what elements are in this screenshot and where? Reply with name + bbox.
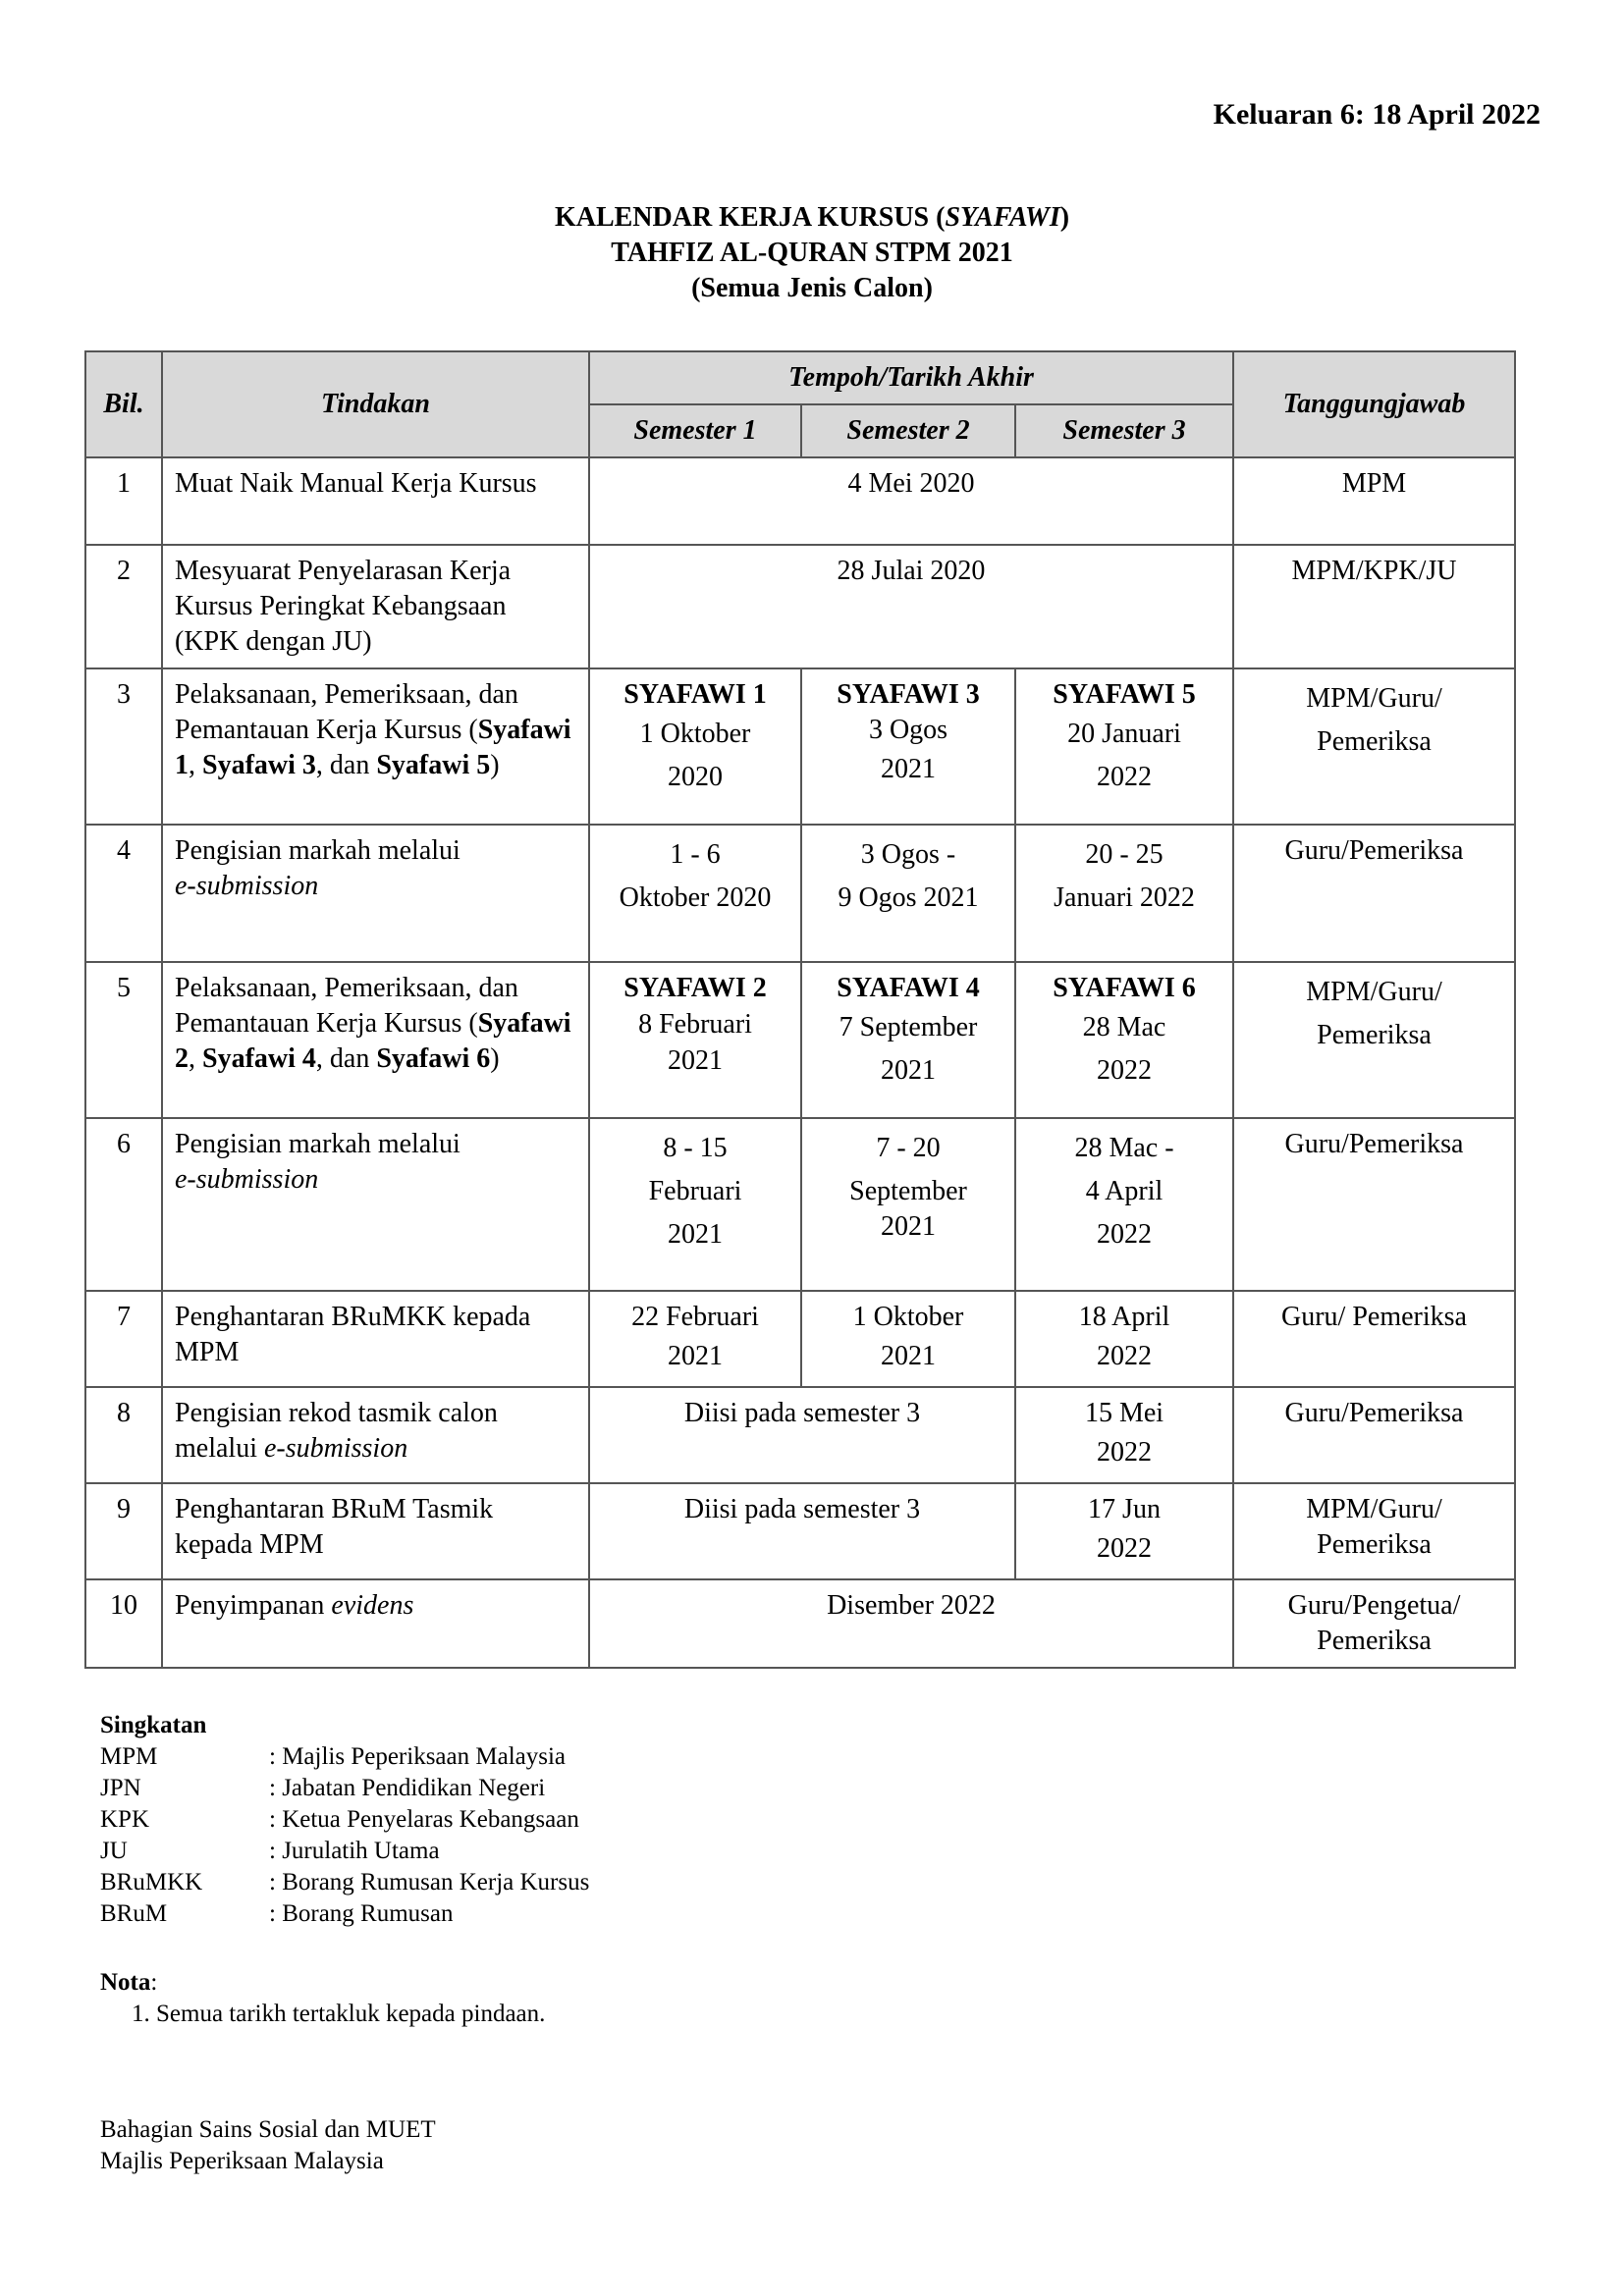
row-action	[162, 962, 589, 1118]
title-italic: SYAFAWI	[945, 202, 1060, 233]
date-line: 22 Februari	[631, 1302, 759, 1332]
date-line: 28 Mac	[1082, 1012, 1166, 1042]
abbreviations-heading: Singkatan	[100, 1712, 207, 1738]
row-responsibility	[1233, 962, 1515, 1118]
row-bil: 6	[85, 1118, 162, 1291]
row-semester-3	[1015, 1118, 1233, 1291]
date-line: 3 Ogos	[868, 715, 948, 745]
row-responsibility: MPM/KPK/JU	[1233, 545, 1515, 668]
action-bold: Syafawi 6	[376, 1043, 491, 1074]
table-row	[85, 825, 1515, 962]
date-line: 2021	[881, 1341, 936, 1371]
notes-heading: Nota	[100, 1969, 151, 1996]
date-line: Januari 2022	[1054, 882, 1195, 913]
abbreviation-value: : Borang Rumusan	[269, 1900, 454, 1927]
action-text: ,	[189, 750, 202, 780]
resp-line: Pemeriksa	[1317, 1529, 1432, 1560]
date-line: 7 September	[839, 1012, 978, 1042]
header-semester-1: Semester 1	[589, 404, 801, 457]
row-semester-1	[589, 668, 801, 825]
row-semester-1	[589, 1291, 801, 1387]
table-row	[85, 1387, 1515, 1483]
date-line: 3 Ogos -	[860, 839, 956, 870]
row-action: Penghantaran BRuM Tasmik kepada MPM	[162, 1483, 589, 1579]
row-semester-2	[801, 825, 1015, 962]
resp-line: Guru/Pengetua/	[1287, 1590, 1461, 1621]
row-responsibility	[1233, 1579, 1515, 1668]
date-line: 2021	[668, 1219, 723, 1250]
notes-colon: :	[150, 1969, 158, 1996]
title-prefix: KALENDAR KERJA KURSUS (	[554, 202, 946, 233]
row-bil: 3	[85, 668, 162, 825]
action-italic: evidens	[331, 1590, 414, 1621]
row-action	[162, 825, 589, 962]
abbreviation-item	[100, 1867, 589, 1898]
title-line-3: (Semua Jenis Calon)	[691, 273, 933, 303]
table-row	[85, 962, 1515, 1118]
date-line: 2020	[668, 762, 723, 792]
row-responsibility	[1233, 1483, 1515, 1579]
action-bold: Syafawi 3	[202, 750, 316, 780]
abbreviation-item	[100, 1741, 589, 1773]
action-bold: Syafawi 2	[175, 1008, 571, 1074]
date-line: 15 Mei	[1084, 1398, 1164, 1428]
row-semester-2	[801, 1118, 1015, 1291]
row-semester-1-2: Diisi pada semester 3	[589, 1387, 1015, 1483]
date-line: 8 Februari	[638, 1009, 752, 1040]
resp-line: Pemeriksa	[1317, 1626, 1432, 1656]
row-responsibility	[1233, 668, 1515, 825]
action-text: Penyimpanan	[175, 1590, 332, 1621]
calendar-table	[84, 350, 1516, 1669]
syafawi-label: SYAFAWI 3	[837, 679, 980, 710]
action-bold: Syafawi 5	[376, 750, 491, 780]
date-line: 20 Januari	[1067, 719, 1181, 749]
date-line: 2022	[1097, 1219, 1152, 1250]
note-item: 1. Semua tarikh tertakluk kepada pindaan.	[132, 2001, 546, 2027]
row-responsibility: Guru/Pemeriksa	[1233, 1118, 1515, 1291]
row-action: Penghantaran BRuMKK kepada MPM	[162, 1291, 589, 1387]
row-bil: 9	[85, 1483, 162, 1579]
header-bil: Bil.	[85, 351, 162, 457]
action-bold: Syafawi 1	[175, 715, 571, 780]
date-line: 9 Ogos 2021	[838, 882, 979, 913]
date-line: 1 Oktober	[852, 1302, 964, 1332]
title-line-2: TAHFIZ AL-QURAN STPM 2021	[611, 238, 1013, 268]
resp-line: MPM/Guru/	[1306, 977, 1442, 1007]
date-line: 2021	[668, 1341, 723, 1371]
header-semester-3: Semester 3	[1015, 404, 1233, 457]
action-text: , dan	[315, 750, 377, 780]
action-text: Pengisian rekod tasmik calon melalui	[175, 1398, 498, 1464]
row-date: 4 Mei 2020	[589, 457, 1233, 545]
action-text: )	[490, 1043, 500, 1074]
date-line: Oktober 2020	[619, 882, 772, 913]
date-line: 1 Oktober	[639, 719, 751, 749]
action-italic: e-submission	[263, 1433, 408, 1464]
row-semester-1	[589, 962, 801, 1118]
date-line: 2022	[1097, 1533, 1152, 1564]
date-line: 28 Mac -	[1074, 1133, 1174, 1163]
resp-line: Pemeriksa	[1317, 1020, 1432, 1050]
row-semester-1	[589, 1118, 801, 1291]
action-text: Pelaksanaan, Pemeriksaan, dan Pemantauan Kerja Kursus (	[175, 973, 518, 1039]
table-row	[85, 1118, 1515, 1291]
row-semester-2	[801, 1291, 1015, 1387]
row-action: Mesyuarat Penyelarasan Kerja Kursus Peringkat Kebangsaan (KPK dengan JU)	[162, 545, 589, 668]
table-row	[85, 457, 1515, 545]
header-tanggungjawab: Tanggungjawab	[1233, 351, 1515, 457]
date-line: 2021	[881, 754, 936, 784]
resp-line: Pemeriksa	[1317, 726, 1432, 757]
footer-line-2: Majlis Peperiksaan Malaysia	[100, 2148, 384, 2174]
date-line: 2022	[1097, 1341, 1152, 1371]
row-bil: 4	[85, 825, 162, 962]
abbreviation-item	[100, 1773, 589, 1804]
abbreviation-value: : Ketua Penyelaras Kebangsaan	[269, 1806, 579, 1833]
table-row	[85, 545, 1515, 668]
abbreviation-value: : Jabatan Pendidikan Negeri	[269, 1775, 546, 1801]
syafawi-label: SYAFAWI 4	[837, 973, 980, 1003]
document-title	[0, 200, 1624, 306]
table-row	[85, 668, 1515, 825]
date-line: 20 - 25	[1085, 839, 1164, 870]
row-semester-3	[1015, 962, 1233, 1118]
row-action	[162, 1579, 589, 1668]
syafawi-label: SYAFAWI 1	[623, 679, 767, 710]
resp-line: MPM/Guru/	[1306, 1494, 1442, 1524]
header-tindakan: Tindakan	[162, 351, 589, 457]
footer	[100, 2114, 436, 2177]
date-line: 17 Jun	[1088, 1494, 1161, 1524]
row-bil: 1	[85, 457, 162, 545]
row-semester-2	[801, 962, 1015, 1118]
syafawi-label: SYAFAWI 6	[1053, 973, 1196, 1003]
action-text: , dan	[315, 1043, 377, 1074]
abbreviation-key: BRuMKK	[100, 1869, 203, 1896]
row-action	[162, 668, 589, 825]
date-line: September	[849, 1176, 967, 1206]
table-row	[85, 1291, 1515, 1387]
date-line: 2021	[881, 1211, 936, 1242]
action-bold: Syafawi 4	[202, 1043, 316, 1074]
date-line: 2022	[1097, 762, 1152, 792]
row-responsibility: MPM	[1233, 457, 1515, 545]
row-bil: 5	[85, 962, 162, 1118]
row-semester-3	[1015, 1387, 1233, 1483]
row-semester-1-2: Diisi pada semester 3	[589, 1483, 1015, 1579]
title-line-1	[0, 200, 1624, 236]
abbreviation-item	[100, 1804, 589, 1836]
action-text: Pengisian markah melalui	[175, 1129, 460, 1159]
header-tempoh: Tempoh/Tarikh Akhir	[589, 351, 1233, 404]
date-line: 2021	[881, 1055, 936, 1086]
header-semester-2: Semester 2	[801, 404, 1015, 457]
action-italic: e-submission	[175, 1164, 319, 1195]
action-text: )	[490, 750, 500, 780]
abbreviation-key: JU	[100, 1838, 128, 1864]
row-bil: 10	[85, 1579, 162, 1668]
release-date: Keluaran 6: 18 April 2022	[1213, 98, 1541, 131]
row-semester-3	[1015, 1291, 1233, 1387]
row-responsibility: Guru/ Pemeriksa	[1233, 1291, 1515, 1387]
row-semester-2	[801, 668, 1015, 825]
row-action	[162, 1387, 589, 1483]
row-bil: 2	[85, 545, 162, 668]
date-line: 2022	[1097, 1055, 1152, 1086]
abbreviation-key: JPN	[100, 1775, 141, 1801]
date-line: 2021	[668, 1045, 723, 1076]
footer-line-1: Bahagian Sains Sosial dan MUET	[100, 2116, 436, 2143]
table-row	[85, 1483, 1515, 1579]
date-line: 2022	[1097, 1437, 1152, 1468]
date-line: 4 April	[1085, 1176, 1164, 1206]
row-semester-3	[1015, 668, 1233, 825]
syafawi-label: SYAFAWI 5	[1053, 679, 1196, 710]
row-bil: 8	[85, 1387, 162, 1483]
abbreviation-key: BRuM	[100, 1900, 168, 1927]
row-date: Disember 2022	[589, 1579, 1233, 1668]
action-text: Pelaksanaan, Pemeriksaan, dan Pemantauan Kerja Kursus (	[175, 679, 518, 745]
table-row	[85, 1579, 1515, 1668]
abbreviation-value: : Borang Rumusan Kerja Kursus	[269, 1869, 590, 1896]
notes-heading-line	[100, 1967, 545, 1999]
abbreviation-item	[100, 1836, 589, 1867]
row-bil: 7	[85, 1291, 162, 1387]
abbreviation-value: : Jurulatih Utama	[269, 1838, 440, 1864]
notes	[100, 1967, 545, 2030]
abbreviation-item	[100, 1898, 589, 1930]
date-line: 7 - 20	[876, 1133, 941, 1163]
abbreviations	[100, 1710, 589, 1930]
row-semester-3	[1015, 1483, 1233, 1579]
action-text: Pengisian markah melalui	[175, 835, 460, 866]
abbreviation-key: MPM	[100, 1743, 158, 1770]
action-text: ,	[189, 1043, 202, 1074]
date-line: 18 April	[1078, 1302, 1170, 1332]
resp-line: MPM/Guru/	[1306, 683, 1442, 714]
row-semester-3	[1015, 825, 1233, 962]
row-responsibility: Guru/Pemeriksa	[1233, 1387, 1515, 1483]
title-suffix: )	[1059, 202, 1070, 233]
row-action: Muat Naik Manual Kerja Kursus	[162, 457, 589, 545]
date-line: 8 - 15	[663, 1133, 728, 1163]
action-italic: e-submission	[175, 871, 319, 901]
date-line: 1 - 6	[670, 839, 721, 870]
syafawi-label: SYAFAWI 2	[623, 973, 767, 1003]
abbreviation-value: : Majlis Peperiksaan Malaysia	[269, 1743, 567, 1770]
date-line: Februari	[648, 1176, 742, 1206]
row-date: 28 Julai 2020	[589, 545, 1233, 668]
abbreviation-key: KPK	[100, 1806, 150, 1833]
row-action	[162, 1118, 589, 1291]
row-responsibility: Guru/Pemeriksa	[1233, 825, 1515, 962]
row-semester-1	[589, 825, 801, 962]
